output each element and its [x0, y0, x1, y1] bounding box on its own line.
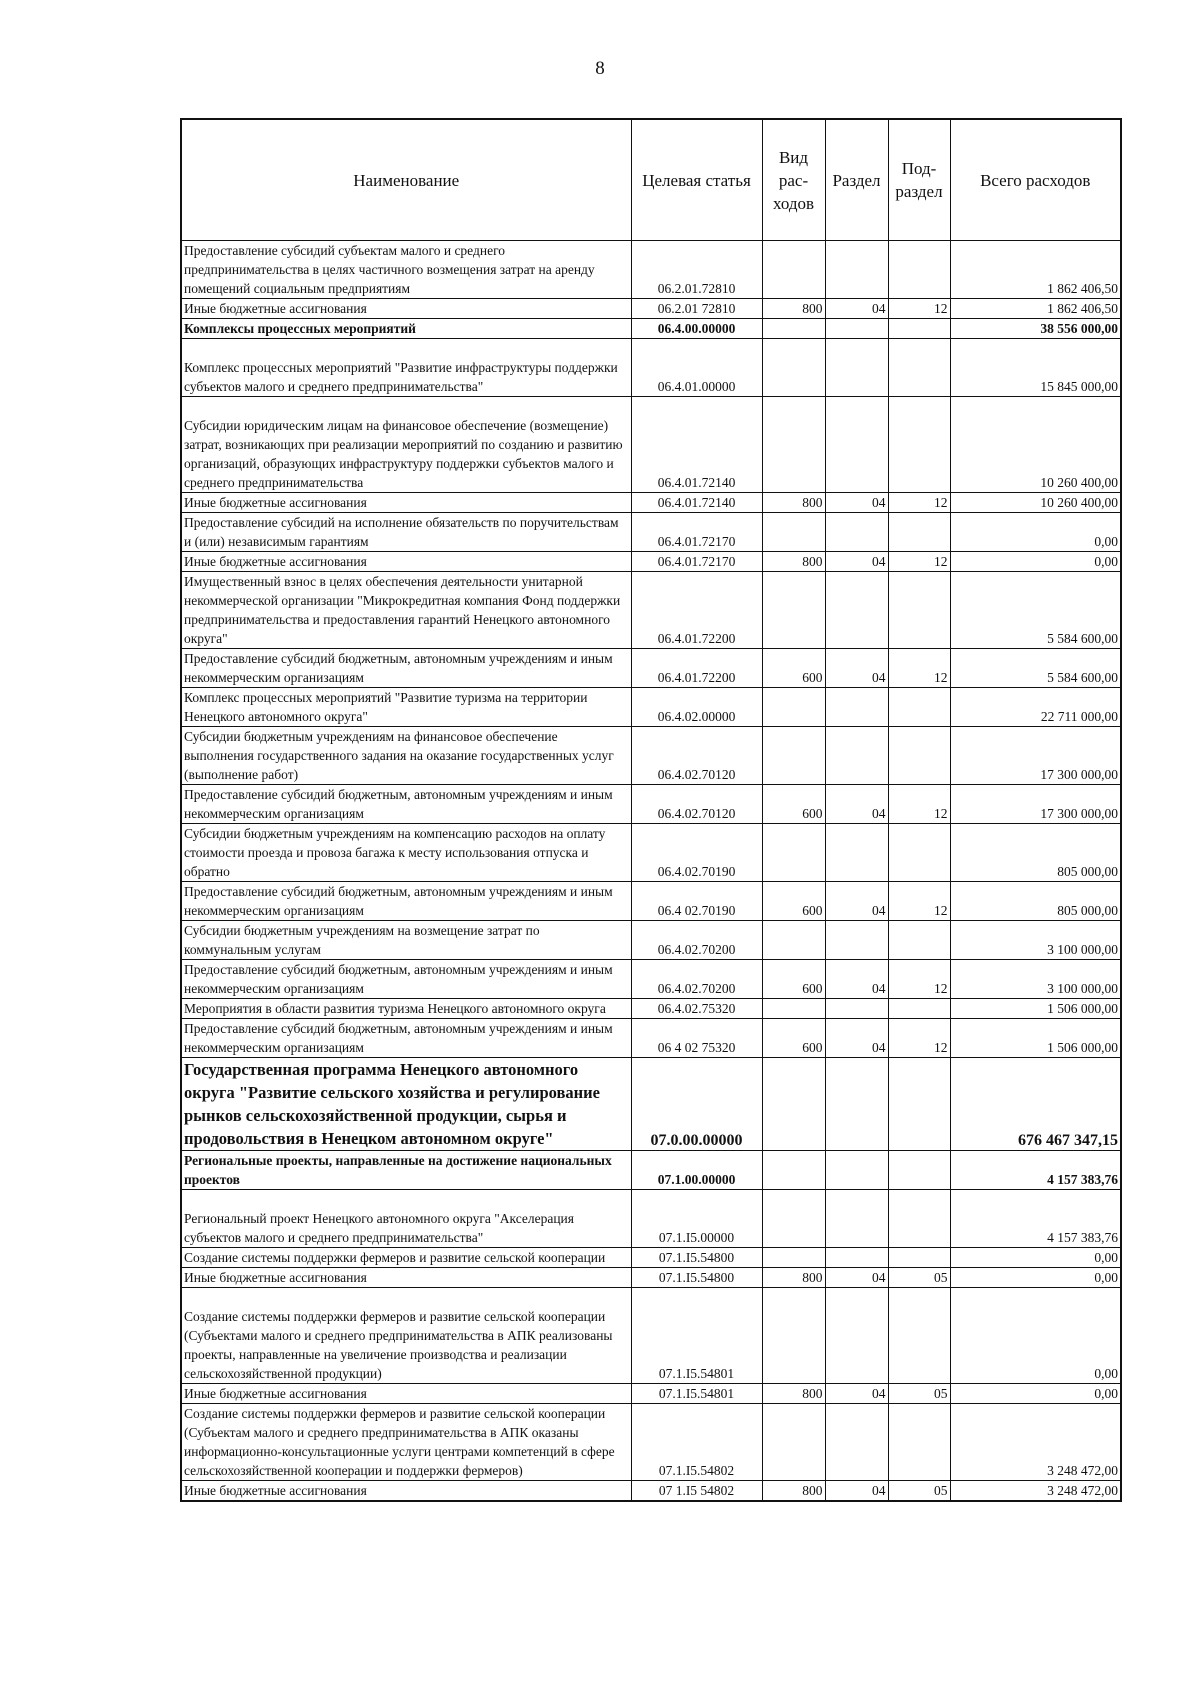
row-name-cell: Региональные проекты, направленные на достижение национальных проектов — [181, 1151, 631, 1190]
budget-table — [180, 118, 1122, 1502]
header-target-article: Целевая статья — [631, 119, 762, 241]
row-section-cell — [825, 513, 888, 552]
row-name-cell: Иные бюджетные ассигнования — [181, 299, 631, 319]
row-name-cell: Предоставление субсидий бюджетным, автономным учреждениям и иным некоммерческим организациям — [181, 649, 631, 688]
row-total-cell: 1 506 000,00 — [950, 1019, 1121, 1058]
row-expense-type-cell — [762, 572, 825, 649]
header-subsection: Под- раздел — [888, 119, 950, 241]
row-expense-type-cell — [762, 319, 825, 339]
table-row — [181, 727, 1121, 785]
header-total-expenses: Всего расходов — [950, 119, 1121, 241]
row-target-article-cell: 06.4.02.70190 — [631, 824, 762, 882]
row-total-cell: 0,00 — [950, 552, 1121, 572]
row-name-cell: Субсидии бюджетным учреждениям на компенсацию расходов на оплату стоимости проезда и провоза багажа к месту использования отпуска и обратно — [181, 824, 631, 882]
row-expense-type-cell — [762, 1404, 825, 1481]
row-total-cell: 10 260 400,00 — [950, 397, 1121, 493]
row-subsection-cell: 12 — [888, 882, 950, 921]
row-total-cell: 15 845 000,00 — [950, 339, 1121, 397]
row-total-cell: 5 584 600,00 — [950, 649, 1121, 688]
row-name-cell: Субсидии юридическим лицам на финансовое обеспечение (возмещение) затрат, возникающих при реализации мероприятий по созданию и развитию организаций, образующих инфраструктуру поддержки субъектов малого и среднего предпринимательства — [181, 397, 631, 493]
table-row — [181, 824, 1121, 882]
table-row — [181, 319, 1121, 339]
row-section-cell: 04 — [825, 1019, 888, 1058]
row-expense-type-cell: 800 — [762, 299, 825, 319]
row-name-cell: Иные бюджетные ассигнования — [181, 552, 631, 572]
row-target-article-cell: 07.1.I5.00000 — [631, 1190, 762, 1248]
row-expense-type-cell: 600 — [762, 882, 825, 921]
row-name-cell: Иные бюджетные ассигнования — [181, 493, 631, 513]
row-target-article-cell: 06.2.01.72810 — [631, 241, 762, 299]
row-target-article-cell: 07 1.I5 54802 — [631, 1481, 762, 1502]
row-subsection-cell — [888, 921, 950, 960]
row-total-cell: 1 862 406,50 — [950, 241, 1121, 299]
row-expense-type-cell — [762, 824, 825, 882]
table-row — [181, 397, 1121, 493]
row-section-cell: 04 — [825, 649, 888, 688]
table-row — [181, 493, 1121, 513]
row-expense-type-cell — [762, 1151, 825, 1190]
row-expense-type-cell — [762, 339, 825, 397]
row-section-cell: 04 — [825, 1384, 888, 1404]
row-expense-type-cell — [762, 241, 825, 299]
row-target-article-cell: 06.4.02.70200 — [631, 921, 762, 960]
table-row — [181, 999, 1121, 1019]
row-target-article-cell: 06.2.01 72810 — [631, 299, 762, 319]
row-target-article-cell: 06.4.01.72200 — [631, 649, 762, 688]
row-section-cell: 04 — [825, 1481, 888, 1502]
row-target-article-cell: 06.4.02.00000 — [631, 688, 762, 727]
header-section: Раздел — [825, 119, 888, 241]
table-row — [181, 241, 1121, 299]
row-name-cell: Комплексы процессных мероприятий — [181, 319, 631, 339]
row-section-cell — [825, 727, 888, 785]
row-expense-type-cell: 600 — [762, 1019, 825, 1058]
row-subsection-cell: 05 — [888, 1384, 950, 1404]
table-row — [181, 339, 1121, 397]
table-row — [181, 552, 1121, 572]
row-section-cell — [825, 1058, 888, 1151]
row-expense-type-cell — [762, 1190, 825, 1248]
row-total-cell: 38 556 000,00 — [950, 319, 1121, 339]
table-row — [181, 1288, 1121, 1384]
row-name-cell: Предоставление субсидий субъектам малого и среднего предпринимательства в целях частичного возмещения затрат на аренду помещений социальным предприятиям — [181, 241, 631, 299]
row-subsection-cell: 12 — [888, 649, 950, 688]
row-name-cell: Предоставление субсидий бюджетным, автономным учреждениям и иным некоммерческим организациям — [181, 882, 631, 921]
row-subsection-cell — [888, 1190, 950, 1248]
row-total-cell: 3 100 000,00 — [950, 921, 1121, 960]
row-subsection-cell — [888, 1404, 950, 1481]
row-target-article-cell: 07.0.00.00000 — [631, 1058, 762, 1151]
row-section-cell: 04 — [825, 299, 888, 319]
row-section-cell — [825, 688, 888, 727]
row-section-cell: 04 — [825, 1268, 888, 1288]
row-total-cell: 4 157 383,76 — [950, 1151, 1121, 1190]
row-subsection-cell: 05 — [888, 1481, 950, 1502]
row-expense-type-cell — [762, 727, 825, 785]
row-subsection-cell — [888, 572, 950, 649]
row-subsection-cell — [888, 319, 950, 339]
row-target-article-cell: 06.4.01.72200 — [631, 572, 762, 649]
table-row — [181, 688, 1121, 727]
row-total-cell: 22 711 000,00 — [950, 688, 1121, 727]
row-total-cell: 17 300 000,00 — [950, 727, 1121, 785]
table-row — [181, 649, 1121, 688]
row-name-cell: Государственная программа Ненецкого автономного округа "Развитие сельского хозяйства и регулирование рынков сельскохозяйственной продукции, сырья и продовольствия в Ненецком автономном округе" — [181, 1058, 631, 1151]
table-row — [181, 921, 1121, 960]
row-target-article-cell: 06.4.01.00000 — [631, 339, 762, 397]
row-section-cell — [825, 319, 888, 339]
row-subsection-cell: 12 — [888, 960, 950, 999]
header-name: Наименование — [181, 119, 631, 241]
row-expense-type-cell — [762, 513, 825, 552]
row-total-cell: 10 260 400,00 — [950, 493, 1121, 513]
row-name-cell: Создание системы поддержки фермеров и развитие сельской кооперации — [181, 1248, 631, 1268]
header-expense-type: Вид рас- ходов — [762, 119, 825, 241]
row-name-cell: Комплекс процессных мероприятий "Развитие туризма на территории Ненецкого автономного округа" — [181, 688, 631, 727]
row-total-cell: 0,00 — [950, 1248, 1121, 1268]
row-subsection-cell: 12 — [888, 493, 950, 513]
row-expense-type-cell: 600 — [762, 785, 825, 824]
table-body — [181, 241, 1121, 1502]
table-row — [181, 1404, 1121, 1481]
row-expense-type-cell — [762, 397, 825, 493]
row-total-cell: 676 467 347,15 — [950, 1058, 1121, 1151]
table-row — [181, 785, 1121, 824]
row-target-article-cell: 06.4.01.72170 — [631, 513, 762, 552]
table-row — [181, 1019, 1121, 1058]
row-name-cell: Субсидии бюджетным учреждениям на финансовое обеспечение выполнения государственного задания на оказание государственных услуг (выполнение работ) — [181, 727, 631, 785]
row-section-cell: 04 — [825, 960, 888, 999]
row-section-cell: 04 — [825, 552, 888, 572]
row-subsection-cell — [888, 688, 950, 727]
row-subsection-cell — [888, 241, 950, 299]
row-target-article-cell: 06.4.01.72140 — [631, 397, 762, 493]
row-subsection-cell: 12 — [888, 299, 950, 319]
row-subsection-cell: 05 — [888, 1268, 950, 1288]
row-target-article-cell: 07.1.I5.54801 — [631, 1288, 762, 1384]
row-total-cell: 4 157 383,76 — [950, 1190, 1121, 1248]
table-row — [181, 882, 1121, 921]
table-header — [181, 119, 1121, 241]
row-target-article-cell: 07.1.I5.54800 — [631, 1268, 762, 1288]
row-target-article-cell: 06.4.02.70200 — [631, 960, 762, 999]
row-subsection-cell — [888, 397, 950, 493]
row-name-cell: Создание системы поддержки фермеров и развитие сельской кооперации (Субъектам малого и среднего предпринимательства в АПК оказаны информационно-консультационные услуги центрами компетенций в сфере сельскохозяйственной кооперации и поддержки фермеров) — [181, 1404, 631, 1481]
row-name-cell: Предоставление субсидий бюджетным, автономным учреждениям и иным некоммерческим организациям — [181, 960, 631, 999]
row-section-cell — [825, 572, 888, 649]
row-subsection-cell: 12 — [888, 552, 950, 572]
row-section-cell — [825, 1288, 888, 1384]
row-total-cell: 1 506 000,00 — [950, 999, 1121, 1019]
row-section-cell — [825, 921, 888, 960]
row-subsection-cell: 12 — [888, 1019, 950, 1058]
row-total-cell: 0,00 — [950, 1384, 1121, 1404]
row-subsection-cell — [888, 1151, 950, 1190]
row-expense-type-cell — [762, 1058, 825, 1151]
row-name-cell: Иные бюджетные ассигнования — [181, 1384, 631, 1404]
row-section-cell — [825, 1248, 888, 1268]
row-target-article-cell: 06.4.01.72170 — [631, 552, 762, 572]
row-section-cell — [825, 1404, 888, 1481]
row-name-cell: Субсидии бюджетным учреждениям на возмещение затрат по коммунальным услугам — [181, 921, 631, 960]
row-expense-type-cell: 600 — [762, 649, 825, 688]
row-expense-type-cell — [762, 921, 825, 960]
table-row — [181, 1190, 1121, 1248]
row-subsection-cell — [888, 1058, 950, 1151]
row-name-cell: Региональный проект Ненецкого автономного округа "Акселерация субъектов малого и среднего предпринимательства" — [181, 1190, 631, 1248]
table-row — [181, 1151, 1121, 1190]
row-subsection-cell: 12 — [888, 785, 950, 824]
row-target-article-cell: 06.4.02.70120 — [631, 727, 762, 785]
row-expense-type-cell: 600 — [762, 960, 825, 999]
row-target-article-cell: 07.1.I5.54800 — [631, 1248, 762, 1268]
row-expense-type-cell — [762, 1288, 825, 1384]
row-total-cell: 0,00 — [950, 1268, 1121, 1288]
row-name-cell: Предоставление субсидий бюджетным, автономным учреждениям и иным некоммерческим организациям — [181, 785, 631, 824]
row-name-cell: Мероприятия в области развития туризма Ненецкого автономного округа — [181, 999, 631, 1019]
row-name-cell: Предоставление субсидий бюджетным, автономным учреждениям и иным некоммерческим организациям — [181, 1019, 631, 1058]
row-subsection-cell — [888, 339, 950, 397]
row-target-article-cell: 06.4.00.00000 — [631, 319, 762, 339]
row-total-cell: 1 862 406,50 — [950, 299, 1121, 319]
row-subsection-cell — [888, 1248, 950, 1268]
row-expense-type-cell: 800 — [762, 1481, 825, 1502]
row-subsection-cell — [888, 1288, 950, 1384]
row-total-cell: 17 300 000,00 — [950, 785, 1121, 824]
row-subsection-cell — [888, 727, 950, 785]
row-subsection-cell — [888, 513, 950, 552]
row-subsection-cell — [888, 999, 950, 1019]
row-total-cell: 3 248 472,00 — [950, 1481, 1121, 1502]
row-section-cell — [825, 397, 888, 493]
table-row — [181, 1268, 1121, 1288]
row-target-article-cell: 06.4 02.70190 — [631, 882, 762, 921]
row-total-cell: 0,00 — [950, 1288, 1121, 1384]
row-expense-type-cell: 800 — [762, 493, 825, 513]
row-total-cell: 0,00 — [950, 513, 1121, 552]
table-row — [181, 1481, 1121, 1502]
row-expense-type-cell: 800 — [762, 1384, 825, 1404]
row-name-cell: Комплекс процессных мероприятий "Развитие инфраструктуры поддержки субъектов малого и среднего предпринимательства" — [181, 339, 631, 397]
row-expense-type-cell: 800 — [762, 552, 825, 572]
row-name-cell: Имущественный взнос в целях обеспечения деятельности унитарной некоммерческой организации "Микрокредитная компания Фонд поддержки предпринимательства и предоставления гарантий Ненецкого автономного округа" — [181, 572, 631, 649]
row-total-cell: 805 000,00 — [950, 824, 1121, 882]
row-name-cell: Создание системы поддержки фермеров и развитие сельской кооперации (Субъектами малого и среднего предпринимательства в АПК реализованы проекты, направленные на увеличение производства и реализации сельскохозяйственной продукции) — [181, 1288, 631, 1384]
row-total-cell: 3 248 472,00 — [950, 1404, 1121, 1481]
table-row — [181, 1384, 1121, 1404]
row-target-article-cell: 06.4.01.72140 — [631, 493, 762, 513]
table-row — [181, 299, 1121, 319]
table-row — [181, 1058, 1121, 1151]
row-expense-type-cell — [762, 688, 825, 727]
row-expense-type-cell — [762, 999, 825, 1019]
row-total-cell: 5 584 600,00 — [950, 572, 1121, 649]
row-target-article-cell: 07.1.I5.54801 — [631, 1384, 762, 1404]
row-section-cell — [825, 1151, 888, 1190]
row-target-article-cell: 06 4 02 75320 — [631, 1019, 762, 1058]
row-section-cell — [825, 824, 888, 882]
row-target-article-cell: 06.4.02.75320 — [631, 999, 762, 1019]
row-subsection-cell — [888, 824, 950, 882]
table-row — [181, 960, 1121, 999]
row-section-cell — [825, 241, 888, 299]
table-row — [181, 513, 1121, 552]
row-expense-type-cell — [762, 1248, 825, 1268]
row-name-cell: Иные бюджетные ассигнования — [181, 1268, 631, 1288]
row-name-cell: Предоставление субсидий на исполнение обязательств по поручительствам и (или) независимым гарантиям — [181, 513, 631, 552]
row-section-cell: 04 — [825, 493, 888, 513]
row-section-cell — [825, 1190, 888, 1248]
row-section-cell: 04 — [825, 882, 888, 921]
row-target-article-cell: 07.1.00.00000 — [631, 1151, 762, 1190]
table-row — [181, 1248, 1121, 1268]
row-expense-type-cell: 800 — [762, 1268, 825, 1288]
row-target-article-cell: 06.4.02.70120 — [631, 785, 762, 824]
page-number: 8 — [595, 58, 605, 79]
table-row — [181, 572, 1121, 649]
row-target-article-cell: 07.1.I5.54802 — [631, 1404, 762, 1481]
row-total-cell: 3 100 000,00 — [950, 960, 1121, 999]
row-total-cell: 805 000,00 — [950, 882, 1121, 921]
row-section-cell: 04 — [825, 785, 888, 824]
row-section-cell — [825, 339, 888, 397]
row-name-cell: Иные бюджетные ассигнования — [181, 1481, 631, 1502]
row-section-cell — [825, 999, 888, 1019]
